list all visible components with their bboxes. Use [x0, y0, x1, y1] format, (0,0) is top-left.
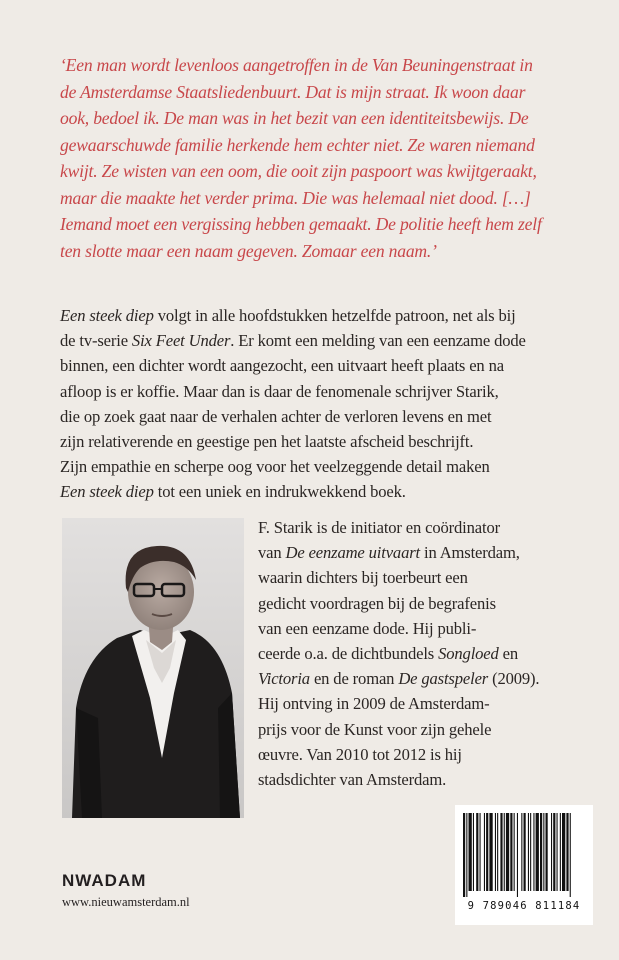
description-line: binnen, een dichter wordt aangezocht, een uitvaart heeft plaats en na [60, 356, 504, 376]
barcode-bar [533, 813, 534, 891]
author-name: F. Starik [258, 518, 313, 537]
bio-line: waarin dichters bij toerbeurt een [258, 568, 468, 588]
barcode-bar [466, 813, 467, 897]
description-paragraph [60, 303, 580, 505]
barcode-bar [476, 813, 478, 891]
barcode-bar [495, 813, 496, 891]
barcode-bar [506, 813, 509, 891]
book-title: Songloed [438, 644, 499, 664]
bio-line: van De eenzame uitvaart in Amsterdam, [258, 543, 520, 563]
publisher-url: www.nieuwamsterdam.nl [62, 895, 190, 909]
barcode-bar [517, 813, 518, 897]
barcode-bar [480, 813, 481, 891]
barcode-bars [455, 805, 593, 901]
author-bio [258, 515, 578, 792]
bio-line: œuvre. Van 2010 tot 2012 is hij [258, 744, 462, 764]
barcode-bar [530, 813, 531, 891]
quote-line: gewaarschuwde familie herkende hem echter niet. Ze waren niemand [60, 134, 535, 155]
quote-block [60, 52, 580, 264]
bio-line: prijs voor de Kunst voor zijn gehele [258, 719, 492, 739]
barcode [455, 805, 593, 925]
barcode-bar [560, 813, 561, 891]
quote-line: de Amsterdamse Staatsliedenbuurt. Dat is mijn straat. Ik woon daar [60, 81, 526, 102]
quote-line: maar die maakte het verder prima. Die was helemaal niet dood. […] [60, 187, 531, 208]
description-line: de tv-serie Six Feet Under. Er komt een melding van een eenzame dode [60, 331, 526, 351]
author-portrait-image [62, 518, 244, 818]
description-line: die op zoek gaat naar de verhalen achter de verloren levens en met [60, 406, 492, 426]
author-photo [62, 518, 244, 818]
book-title: Een steek diep [60, 482, 154, 502]
barcode-bar [484, 813, 485, 891]
quote-line: ‘Een man wordt levenloos aangetroffen in de Van Beuningenstraat in [60, 55, 533, 75]
bio-line: Hij ontving in 2009 de Amsterdam- [258, 694, 490, 714]
book-title: De gastspeler [398, 669, 489, 689]
book-title: Victoria [258, 669, 310, 689]
bio-line: ceerde o.a. de dichtbundels Songloed en [258, 644, 519, 664]
description-line: afloop is er koffie. Maar dan is daar de fenomenale schrijver Starik, [60, 381, 499, 401]
publisher-logo: NWADAM [62, 871, 147, 890]
isbn-number: 9 789046 811184 [467, 900, 581, 912]
barcode-bar [524, 813, 526, 891]
description-line: zijn relativerende en geestige pen het laatste afscheid beschrijft. [60, 432, 474, 452]
quote-line: kwijt. Ze wisten van een oom, die ooit zijn paspoort was kwijtgeraakt, [60, 161, 537, 181]
barcode-bar [536, 813, 539, 891]
barcode-bar [570, 813, 571, 897]
barcode-bar [521, 813, 522, 891]
barcode-bar [497, 813, 498, 891]
barcode-bar [469, 813, 472, 891]
bio-line: stadsdichter van Amsterdam. [258, 770, 447, 790]
description-line: Zijn empathie en scherpe oog voor het veelzeggende detail maken [60, 457, 490, 477]
barcode-bar [551, 813, 552, 891]
barcode-bar [553, 813, 555, 891]
barcode-bar [557, 813, 558, 891]
quote-line: ten slotte maar een naam gegeven. Zomaar een naam.’ [60, 240, 437, 261]
barcode-bar [486, 813, 488, 891]
barcode-bar [546, 813, 548, 891]
bio-line: F. Starik is de initiator en coördinator [258, 518, 500, 537]
bio-line: van een eenzame dode. Hij publi- [258, 618, 477, 638]
bio-line: Victoria en de roman De gastspeler (2009). [258, 669, 540, 689]
barcode-bar [562, 813, 565, 891]
book-title: Een steek diep [60, 306, 154, 325]
description-line: Een steek diep tot een uniek en indrukwekkend boek. [60, 482, 406, 502]
barcode-bar [510, 813, 512, 891]
series-title: Six Feet Under [131, 331, 231, 351]
barcode-bar [543, 813, 544, 891]
barcode-bar [500, 813, 502, 891]
organization-title: De eenzame uitvaart [285, 543, 420, 563]
description-line: Een steek diep volgt in alle hoofdstukken hetzelfde patroon, net als bij [60, 306, 516, 325]
barcode-bar [473, 813, 474, 891]
quote-line: ook, bedoel ik. De man was in het bezit van een identiteitsbewijs. De [60, 108, 529, 128]
quote-line: Iemand moet een vergissing hebben gemaakt. De politie heeft hem zelf [60, 214, 542, 234]
barcode-bar [463, 813, 465, 897]
barcode-bar [528, 813, 529, 891]
barcode-bar [489, 813, 492, 891]
barcode-bar [540, 813, 542, 891]
barcode-bar [504, 813, 505, 891]
barcode-bar [566, 813, 568, 891]
barcode-bar [514, 813, 515, 891]
bio-line: gedicht voordragen bij de begrafenis [258, 593, 496, 613]
